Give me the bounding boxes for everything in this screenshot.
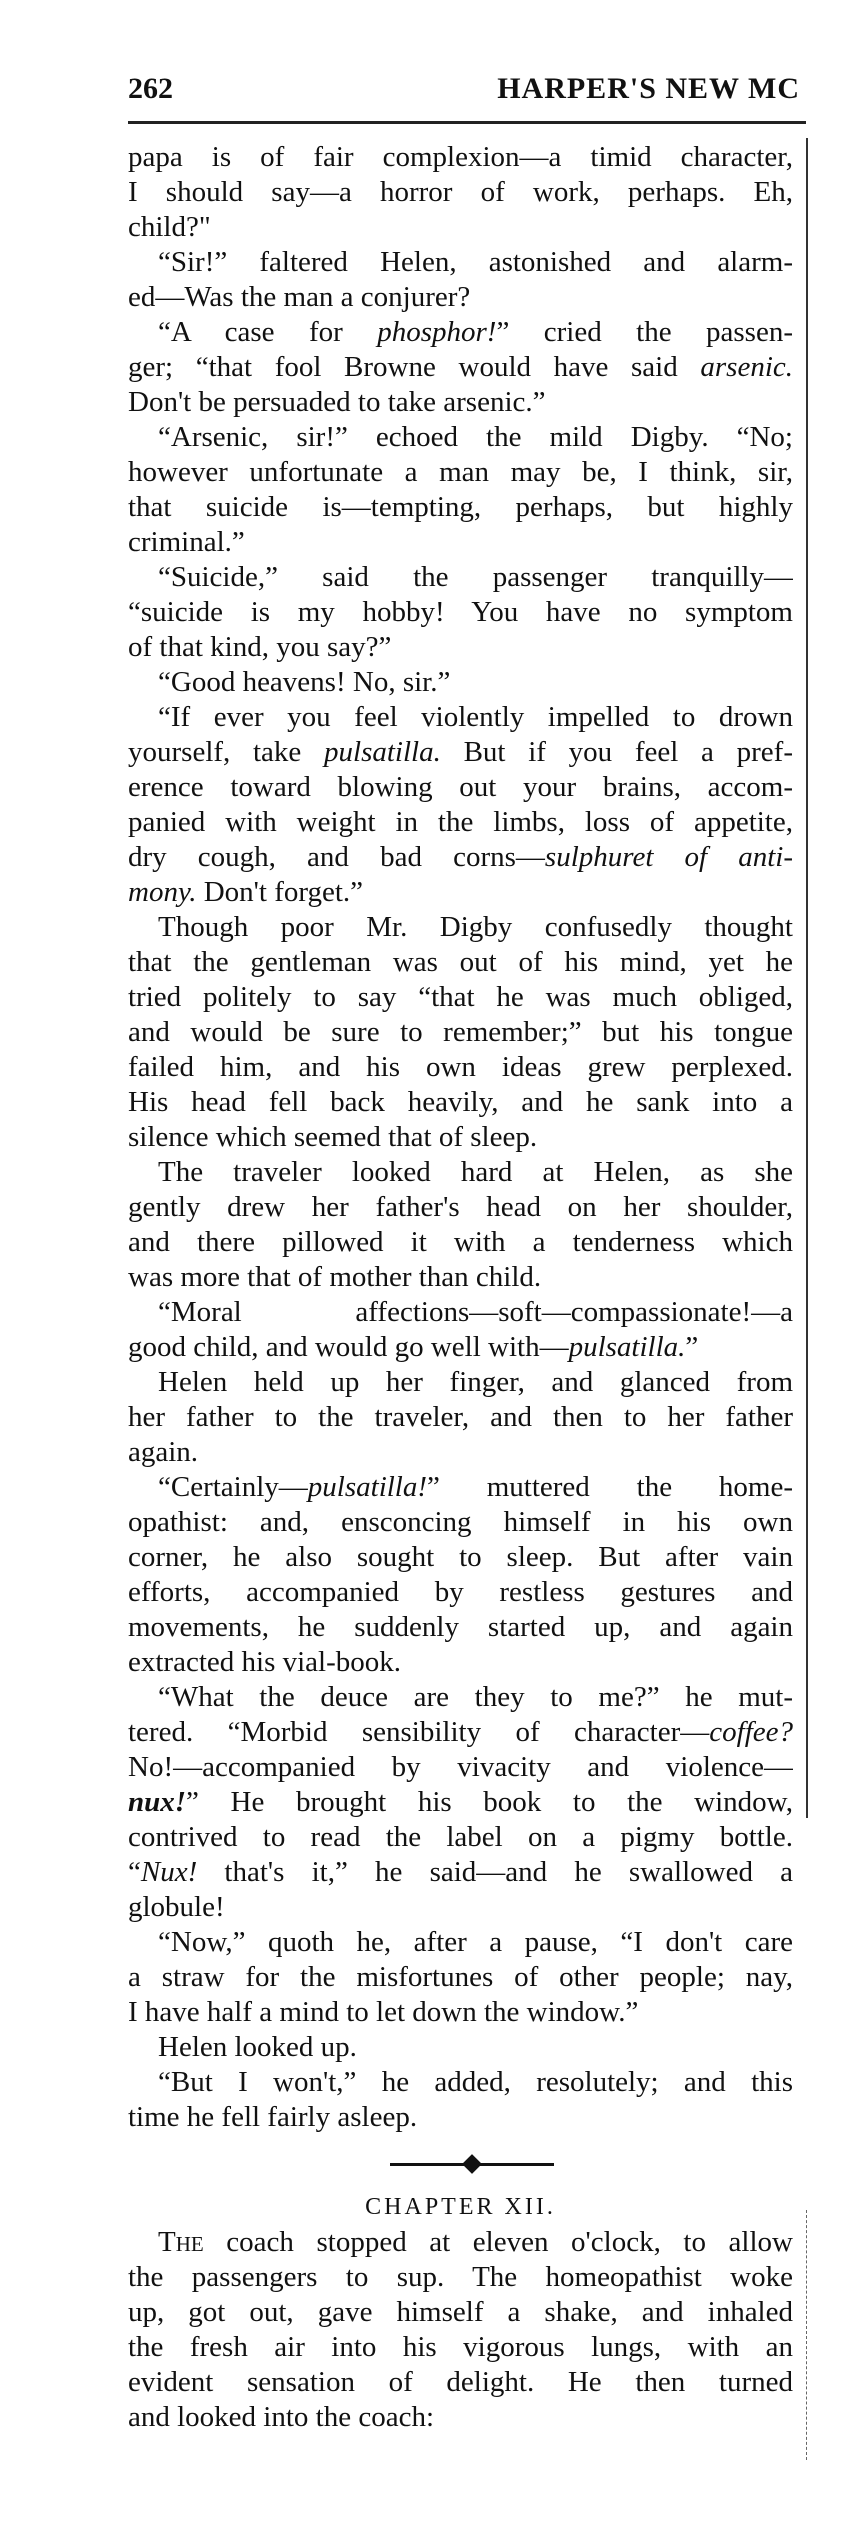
text-run: again. [128, 1436, 199, 1468]
text-run: globule! [128, 1891, 225, 1923]
italic-text: arsenic. [700, 351, 793, 383]
text-line [128, 385, 793, 420]
text-run: her father to the traveler, and then to her father [128, 1401, 793, 1433]
italic-text: nux! [128, 1786, 187, 1818]
text-run: dry cough, and bad corns— [128, 841, 545, 873]
text-run: Helen held up her finger, and glanced from [158, 1366, 793, 1398]
page-number: 262 [128, 72, 173, 105]
text-run: panied with weight in the limbs, loss of appetite, [128, 806, 793, 838]
text-line [128, 2225, 793, 2260]
text-run: good child, and would go well with— [128, 1331, 569, 1363]
text-line [128, 1155, 793, 1190]
text-run: gently drew her father's head on her shoulder, [128, 1191, 793, 1223]
text-run: Helen looked up. [158, 2031, 357, 2063]
text-run: was more that of mother than child. [128, 1261, 542, 1293]
text-line [128, 595, 793, 630]
text-run: No!—accompanied by vivacity and violence— [128, 1751, 793, 1783]
text-run: that the gentleman was out of his mind, yet he [128, 946, 793, 978]
text-line [128, 1890, 793, 1925]
italic-text: pulsatilla. [568, 1331, 686, 1363]
text-line [128, 1610, 793, 1645]
text-line [128, 2030, 793, 2065]
text-run: yourself, take [128, 736, 325, 768]
text-run: “What the deuce are they to me?” he mut- [158, 1681, 793, 1713]
text-run: ger; “that fool Browne would have said [128, 351, 701, 383]
text-run: a straw for the misfortunes of other people; nay, [128, 1961, 793, 1993]
text-run: that's it,” he said—and he swallowed a [197, 1856, 793, 1888]
text-line [128, 1820, 793, 1855]
text-run: opathist: and, ensconcing himself in his own [128, 1506, 793, 1538]
text-line [128, 1295, 793, 1330]
text-line [128, 805, 793, 840]
text-line [128, 1750, 793, 1785]
text-line [128, 1225, 793, 1260]
text-line [128, 1260, 793, 1295]
text-run: criminal.” [128, 526, 245, 558]
text-line [128, 1995, 793, 2030]
text-run: “Sir!” faltered Helen, astonished and alarm- [158, 246, 793, 278]
italic-text: coffee? [709, 1716, 793, 1748]
text-run: silence which seemed that of sleep. [128, 1121, 538, 1153]
text-line [128, 980, 793, 1015]
text-run: up, got out, gave himself a shake, and inhaled [128, 2296, 793, 2328]
text-run: His head fell back heavily, and he sank into a [128, 1086, 793, 1118]
text-line [128, 1540, 793, 1575]
text-run: tered. “Morbid sensibility of character— [128, 1716, 710, 1748]
text-run: The traveler looked hard at Helen, as she [158, 1156, 793, 1188]
text-run: child?" [128, 211, 211, 243]
text-run: T [158, 2226, 176, 2258]
text-run: and would be sure to remember;” but his tongue [128, 1016, 793, 1048]
text-run: efforts, accompanied by restless gestures and [128, 1576, 793, 1608]
text-line [128, 455, 793, 490]
text-line [128, 735, 793, 770]
text-run: of that kind, you say?” [128, 631, 392, 663]
column-rule-faint [806, 2210, 808, 2460]
text-line [128, 770, 793, 805]
text-run: “suicide is my hobby! You have no symptom [128, 596, 793, 628]
text-run: “Suicide,” said the passenger tranquilly— [158, 561, 793, 593]
text-line [128, 1365, 793, 1400]
text-run: coach stopped at eleven o'clock, to allow [203, 2226, 793, 2258]
text-line [128, 2100, 793, 2135]
text-line [128, 2065, 793, 2100]
italic-text: phosphor! [377, 316, 497, 348]
text-run: that suicide is—tempting, perhaps, but highly [128, 491, 793, 523]
text-line [128, 1015, 793, 1050]
italic-text: pulsatilla! [307, 1471, 428, 1503]
text-line [128, 1190, 793, 1225]
text-line [128, 245, 793, 280]
text-run: tried politely to say “that he was much obliged, [128, 981, 793, 1013]
text-run: HE [175, 2232, 204, 2256]
text-run: I should say—a horror of work, perhaps. Eh, [128, 176, 793, 208]
text-line [128, 2330, 793, 2365]
text-run: corner, he also sought to sleep. But after vain [128, 1541, 793, 1573]
text-line [128, 700, 793, 735]
text-line [128, 315, 793, 350]
text-run: Though poor Mr. Digby confusedly thought [158, 911, 793, 943]
chapter-heading: CHAPTER XII. [365, 2194, 556, 2220]
text-line [128, 1435, 793, 1470]
text-run: ” [685, 1331, 699, 1363]
text-line [128, 280, 793, 315]
italic-text: pulsatilla. [324, 736, 441, 768]
text-line [128, 1960, 793, 1995]
text-line [128, 1085, 793, 1120]
ornament-diamond-icon [462, 2154, 482, 2174]
text-line [128, 210, 793, 245]
text-line [128, 630, 793, 665]
text-run: But if you feel a pref- [440, 736, 793, 768]
text-line [128, 1400, 793, 1435]
text-run: “A case for [158, 316, 378, 348]
text-line [128, 420, 793, 455]
text-run: and looked into the coach: [128, 2401, 435, 2433]
text-line [128, 490, 793, 525]
text-run: evident sensation of delight. He then turned [128, 2366, 793, 2398]
text-line [128, 875, 793, 910]
text-run: I have half a mind to let down the window.” [128, 1996, 639, 2028]
text-line [128, 1050, 793, 1085]
column-rule [806, 138, 808, 1818]
text-run: “If ever you feel violently impelled to drown [158, 701, 793, 733]
text-line [128, 1925, 793, 1960]
text-run: “Now,” quoth he, after a pause, “I don't care [158, 1926, 793, 1958]
text-run: ed—Was the man a conjurer? [128, 281, 471, 313]
running-title: HARPER'S NEW MC [497, 72, 800, 105]
text-line [128, 1715, 793, 1750]
text-line [128, 2365, 793, 2400]
text-line [128, 175, 793, 210]
text-run: ” cried the passen- [496, 316, 793, 348]
text-line [128, 1470, 793, 1505]
text-line [128, 2400, 793, 2435]
text-run: Don't be persuaded to take arsenic.” [128, 386, 546, 418]
text-run: the passengers to sup. The homeopathist woke [128, 2261, 793, 2293]
text-line [128, 945, 793, 980]
text-run: “ [128, 1856, 141, 1888]
page-header [128, 72, 800, 112]
text-run: however unfortunate a man may be, I think, sir, [128, 456, 793, 488]
text-line [128, 1120, 793, 1155]
text-run: ” He brought his book to the window, [186, 1786, 793, 1818]
text-run: failed him, and his own ideas grew perplexed. [128, 1051, 793, 1083]
italic-text: sulphuret of anti- [544, 841, 793, 873]
text-run: time he fell fairly asleep. [128, 2101, 418, 2133]
story-text [128, 140, 793, 2135]
text-line [128, 1505, 793, 1540]
text-run: erence toward blowing out your brains, accom- [128, 771, 793, 803]
text-line [128, 1645, 793, 1680]
text-run: “Certainly— [158, 1471, 308, 1503]
text-run: the fresh air into his vigorous lungs, with an [128, 2331, 793, 2363]
text-run: Don't forget.” [196, 876, 364, 908]
text-line [128, 1680, 793, 1715]
text-run: “But I won't,” he added, resolutely; and this [158, 2066, 793, 2098]
text-line [128, 910, 793, 945]
text-line [128, 350, 793, 385]
text-line [128, 1330, 793, 1365]
text-line [128, 2260, 793, 2295]
text-line [128, 525, 793, 560]
text-run: and there pillowed it with a tenderness which [128, 1226, 793, 1258]
italic-text: mony. [128, 876, 197, 908]
text-line [128, 1785, 793, 1820]
text-line [128, 1575, 793, 1610]
chapter-text [128, 2225, 793, 2435]
text-line [128, 840, 793, 875]
text-line [128, 140, 793, 175]
text-line [128, 665, 793, 700]
text-run: “Good heavens! No, sir.” [158, 666, 451, 698]
text-column [128, 140, 793, 2435]
text-run: “Arsenic, sir!” echoed the mild Digby. “No; [158, 421, 793, 453]
text-run: contrived to read the label on a pigmy bottle. [128, 1821, 793, 1853]
text-run: movements, he suddenly started up, and again [128, 1611, 793, 1643]
text-line [128, 1855, 793, 1890]
section-ornament [128, 2145, 793, 2185]
header-rule [128, 121, 806, 124]
text-run: papa is of fair complexion—a timid character, [128, 141, 793, 173]
text-run: ” muttered the home- [427, 1471, 793, 1503]
text-line [128, 2295, 793, 2330]
text-run: “Moral affections—soft—compassionate!—a [158, 1296, 793, 1328]
italic-text: Nux! [140, 1856, 198, 1888]
text-line [128, 560, 793, 595]
text-run: extracted his vial-book. [128, 1646, 401, 1678]
